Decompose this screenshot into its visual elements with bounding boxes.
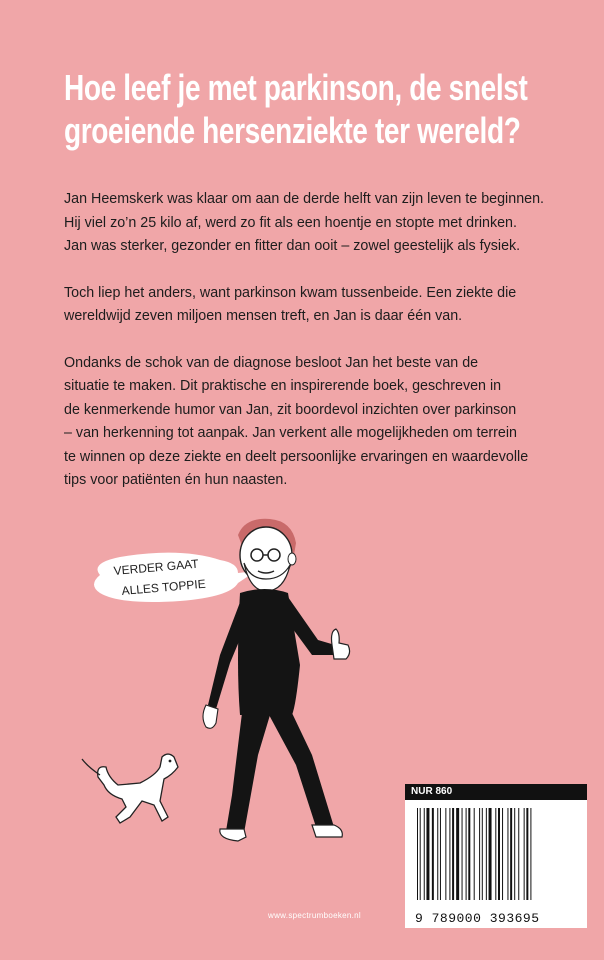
barcode-bar — [510, 808, 512, 900]
blurb-line: tips voor patiënten én hun naasten. — [64, 472, 288, 488]
barcode-bars — [415, 808, 577, 904]
speech-text-1: VERDER GAAT — [113, 556, 200, 578]
blurb-paragraph-2 — [64, 282, 564, 329]
barcode-bar — [468, 808, 470, 900]
website-url: www.spectrumboeken.nl — [268, 911, 362, 920]
blurb-line: – van herkenning tot aanpak. Jan verkent alle mogelijkheden om terrein — [64, 425, 518, 441]
headline — [64, 66, 563, 152]
barcode-digits: 9 789000 393695 — [415, 911, 540, 926]
barcode-bar — [420, 808, 421, 900]
barcode-bar — [440, 808, 441, 900]
blurb-line: situatie te maken. Dit praktische en inspirerende boek, geschreven in — [64, 378, 502, 394]
barcode-bar — [424, 808, 425, 900]
dog-figure — [82, 754, 178, 823]
headline-line-2: groeiende hersenziekte ter wereld? — [64, 110, 521, 151]
barcode-bar — [456, 808, 459, 900]
barcode-bar — [489, 808, 492, 900]
blurb-line: Hij viel zo’n 25 kilo af, werd zo fit als een hoentje en stopte met drinken. — [64, 214, 517, 231]
barcode-bar — [482, 808, 483, 900]
nur-label: NUR 860 — [405, 784, 587, 800]
barcode-bar — [526, 808, 528, 900]
barcode-bar — [474, 808, 475, 900]
illustration — [60, 505, 400, 845]
speech-bubble — [94, 553, 256, 602]
barcode-bar — [437, 808, 438, 900]
blurb-paragraph-3 — [64, 352, 564, 493]
barcode-bar — [530, 808, 531, 900]
blurb-line: Jan was sterker, gezonder en fitter dan ooit – zowel geestelijk als fysiek. — [64, 238, 521, 254]
blurb-line: de kenmerkende humor van Jan, zit boordevol inzichten over parkinson — [64, 401, 517, 418]
barcode-bar — [524, 808, 525, 900]
blurb-line: Ondanks de schok van de diagnose besloot Jan het beste van de — [64, 354, 479, 371]
blurb — [64, 188, 564, 516]
barcode-bar — [445, 808, 446, 900]
barcode-bar — [462, 808, 463, 900]
barcode-bar — [466, 808, 467, 900]
barcode-bar — [452, 808, 454, 900]
headline-line-1: Hoe leef je met parkinson, de snelst — [64, 67, 528, 108]
barcode-bar — [417, 808, 418, 900]
blurb-paragraph-1 — [64, 188, 564, 259]
barcode-bar — [495, 808, 496, 900]
barcode-bar — [502, 808, 503, 900]
speech-text-2: ALLES TOPPIE — [121, 576, 207, 598]
blurb-line: te winnen op deze ziekte en deelt persoonlijke ervaringen en waardevolle — [64, 448, 529, 465]
barcode-bar — [432, 808, 434, 900]
blurb-line: Toch liep het anders, want parkinson kwam tussenbeide. Een ziekte die — [64, 284, 517, 301]
barcode-bar — [507, 808, 508, 900]
barcode-bar — [426, 808, 429, 900]
blurb-line: wereldwijd zeven miljoen mensen treft, en Jan is daar één van. — [64, 308, 463, 324]
barcode-bar — [449, 808, 450, 900]
barcode — [405, 800, 587, 928]
barcode-bar — [479, 808, 480, 900]
barcode-bar — [486, 808, 487, 900]
barcode-bar — [518, 808, 519, 900]
blurb-line: Jan Heemskerk was klaar om aan de derde helft van zijn leven te beginnen. — [64, 191, 545, 207]
barcode-bar — [514, 808, 515, 900]
barcode-bar — [498, 808, 500, 900]
